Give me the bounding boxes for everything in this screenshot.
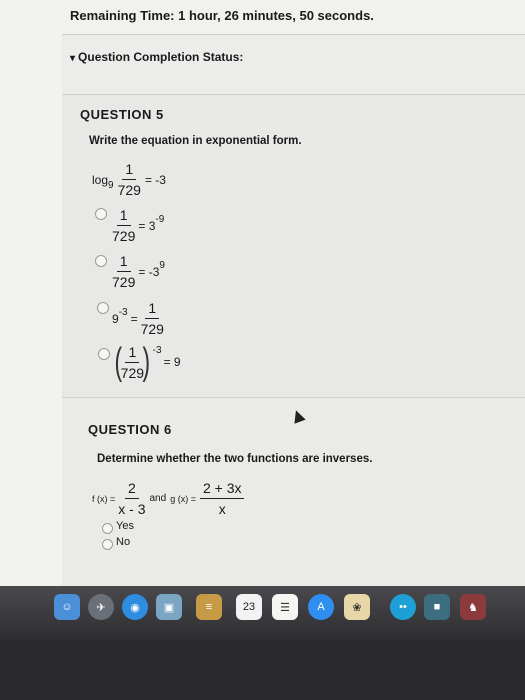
option-3-numerator: 1 — [145, 300, 159, 319]
question-5-panel — [62, 95, 525, 398]
question-6-panel — [62, 398, 525, 588]
g-label: g (x) = — [170, 493, 196, 504]
given-equals: = -3 — [144, 172, 166, 187]
option-1[interactable] — [112, 207, 164, 244]
completion-status-panel[interactable] — [62, 36, 525, 95]
left-paren: ( — [114, 341, 123, 383]
question-5-title: QUESTION 5 — [80, 107, 164, 122]
calendar-icon[interactable] — [236, 594, 262, 620]
finder-icon[interactable]: ☺ — [54, 594, 80, 620]
question-6-title: QUESTION 6 — [88, 422, 172, 437]
option-3[interactable] — [112, 300, 164, 337]
option-1-denominator: 729 — [112, 228, 136, 244]
f-denominator: x - 3 — [118, 501, 146, 517]
given-fraction — [118, 161, 141, 198]
launchpad-icon[interactable]: ✈ — [88, 594, 114, 620]
no-radio[interactable] — [102, 539, 113, 550]
reminders-icon[interactable]: ☰ — [272, 594, 298, 620]
question-6-prompt: Determine whether the two functions are inverses. — [97, 453, 373, 465]
safari-icon[interactable]: ◉ — [122, 594, 148, 620]
option-4-radio[interactable] — [98, 348, 110, 360]
option-3-lhs-exp: -3 — [118, 307, 128, 318]
right-paren: ) — [142, 341, 151, 383]
g-fraction — [200, 480, 245, 517]
option-4-fraction — [121, 344, 144, 381]
yes-label[interactable]: Yes — [116, 520, 134, 532]
option-2-numerator: 1 — [117, 253, 131, 272]
f-fraction — [118, 480, 145, 517]
option-2-fraction — [112, 253, 135, 290]
option-4-numerator: 1 — [125, 344, 139, 363]
f-label: f (x) = — [92, 493, 116, 504]
option-2-denominator: 729 — [112, 274, 136, 290]
completion-status-label: Question Completion Status: — [78, 50, 244, 64]
game-center-icon[interactable]: •• — [390, 594, 416, 620]
option-1-exp: -9 — [155, 214, 165, 225]
f-numerator: 2 — [125, 480, 139, 499]
chess-icon[interactable]: ♞ — [460, 594, 486, 620]
option-2[interactable] — [112, 253, 165, 290]
and-text: and — [149, 493, 167, 504]
option-3-radio[interactable] — [97, 302, 109, 314]
notes-icon[interactable]: ≡ — [196, 594, 222, 620]
option-4[interactable] — [112, 343, 181, 381]
yes-radio[interactable] — [102, 523, 113, 534]
appstore-icon[interactable]: A — [308, 594, 334, 620]
remaining-time: Remaining Time: 1 hour, 26 minutes, 50 seconds. — [70, 8, 374, 23]
option-2-radio[interactable] — [95, 255, 107, 267]
option-4-exp: -3 — [152, 344, 162, 356]
left-margin — [0, 0, 62, 586]
option-4-denominator: 729 — [120, 364, 145, 381]
completion-status-toggle[interactable] — [70, 50, 243, 64]
mac-dock — [0, 586, 525, 640]
g-denominator: x — [218, 501, 226, 517]
no-label[interactable]: No — [116, 536, 131, 548]
log-base: 9 — [108, 180, 114, 191]
option-2-rhs: = -3 — [138, 264, 160, 279]
log-text: log — [92, 172, 109, 187]
option-1-fraction — [112, 207, 135, 244]
option-1-rhs: = 3 — [138, 218, 156, 233]
photo-icon[interactable]: ▣ — [156, 594, 182, 620]
option-3-lhs: 9 — [112, 311, 119, 326]
option-2-exp: 9 — [159, 260, 165, 271]
option-1-radio[interactable] — [95, 208, 107, 220]
option-3-fraction — [141, 300, 164, 337]
given-numerator: 1 — [122, 161, 136, 180]
given-equation — [92, 161, 166, 198]
functions-equation — [92, 480, 244, 517]
chevron-down-icon: ▾ — [70, 53, 76, 64]
g-numerator: 2 + 3x — [200, 480, 245, 499]
calendar-day: 23 — [242, 601, 256, 613]
option-1-numerator: 1 — [117, 207, 131, 226]
option-3-eq: = — [130, 311, 138, 326]
photo-booth-icon[interactable]: ■ — [424, 594, 450, 620]
photos-icon[interactable]: ❀ — [344, 594, 370, 620]
option-4-rhs: = 9 — [163, 355, 181, 369]
monitor-bezel — [0, 640, 525, 700]
given-denominator: 729 — [117, 182, 141, 198]
question-5-prompt: Write the equation in exponential form. — [89, 135, 302, 147]
option-3-denominator: 729 — [140, 321, 164, 337]
